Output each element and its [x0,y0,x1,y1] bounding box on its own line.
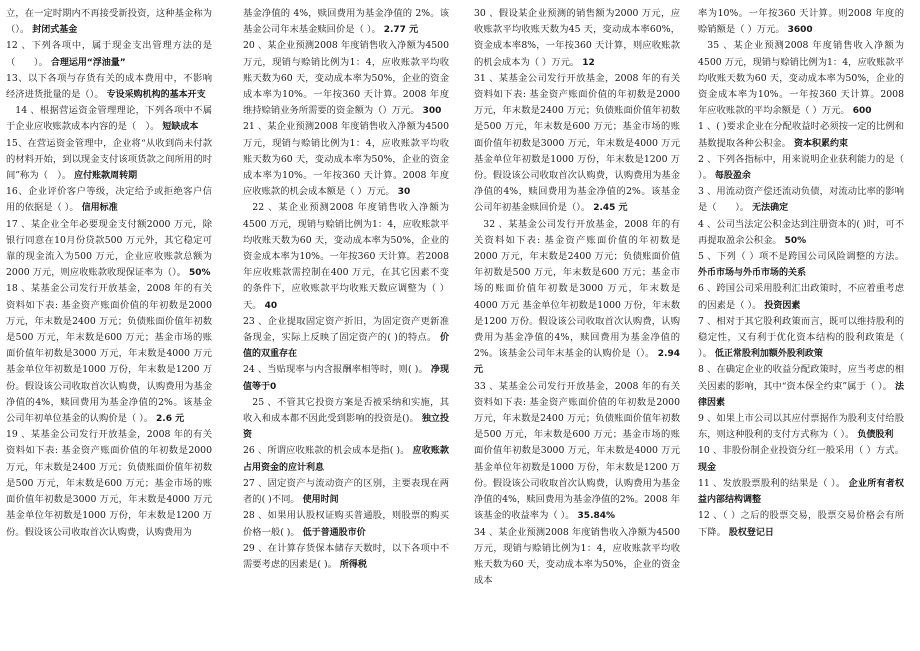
answer-text: 外币市场与外币市场的关系 [698,268,807,279]
answer-text: 30 [397,187,411,198]
question-text: 31 、某基金公司发行开放基金，2008 年的有关资料如下表: 基金资产账面价值的年初数是2000 万元，年末数是2400 万元；负债账面价值年初数是500 万元，年末数是600 万元；基金市场的账面价值年初数是3000 万元，年末数是4000 万元 基金单位年初数是1000 万份，年末数是1200 万份。假设该公司收取首次认购费，认购费用为基金净值的4%，赎回费用为基金净值的2%。该基金公司年初基金赎回价是（）。 [474,72,680,214]
answer-text: 资本积累约束 [793,138,848,149]
text-column-3 [474,6,680,648]
question-item [243,362,449,394]
question-text: 16、企业评价客户等级，决定给予或拒绝客户信用的依据是（ ）。 [6,186,212,214]
question-item [243,314,449,363]
answer-text: 2.77 元 [383,25,419,36]
answer-text: 12 [582,57,595,68]
question-item [243,119,449,200]
question-item [474,525,680,590]
answer-text: 封闭式基金 [32,25,78,36]
question-item [6,136,212,185]
answer-text: 600 [852,106,872,117]
answer-text: 无法确定 [752,203,789,214]
question-text: 12 、下列各项中，属于现金支出管理方法的是（ ）。 [6,40,212,68]
question-text: 17 、某企业全年必要现金支付额2000 万元，除银行同意在10月份贷款500 万元外，其它稳定可靠的现金流入为500 万元，企业应收账款总额为2000 万元，则应收账款收现保证率为（）。 [6,218,212,279]
question-text: 4 、公司当法定公积金达到注册资本的( )时，可不再提取盈余公积金。 [698,218,904,246]
text-column-1 [6,6,212,648]
answer-text: 应付账款周转期 [74,171,138,182]
question-item [474,217,680,379]
question-item [698,314,904,363]
question-text: 26 、所谓应收账款的机会成本是指( )。 [243,445,410,457]
answer-text: 股权登记日 [728,527,774,538]
question-text: 18 、某基金公司发行开放基金，2008 年的有关资料如下表: 基金资产账面价值的年初数是2000 万元，年末数是2400 万元；负债账面价值年初数是500 万元，年末数是600 万元；基金市场的账面价值年初数是3000 万元，年末数是4000 万元 基金单位年初数是1000 万份，年末数是1200 万份。假设该公司收取首次认购费，认购费用为基金净值的4%，赎回费用为基金净值的2%。该基金公司年初单位基金的认购价是（ ）。 [6,283,212,425]
answer-text: 35.84% [577,511,616,522]
question-item [698,6,904,38]
answer-text: 每股盈余 [714,171,751,182]
question-item [698,443,904,475]
question-item [6,281,212,427]
question-item [243,38,449,119]
question-item [243,476,449,508]
question-text: 7 、相对于其它股利政策而言，既可以维持股利的稳定性，又有利于优化资本结构的股利政策是（ ）。 [698,315,904,360]
question-text: 2 、下列各指标中，用来说明企业获利能力的是（ ）。 [698,153,904,182]
question-text: 19 、某基金公司发行开放基金，2008 年的有关资料如下表: 基金资产账面价值的年初数是2000 万元，年末数是2400 万元；负债账面价值年初数是500 万元，年末数是600 万元；基金市场的账面价值年初数是3000 万元，年末数是4000 万元 基金单位年初数是1000 万份，年末数是1200 万份。假设该公司收取首次认购费，认购费用为 [6,429,212,538]
question-text: 1 、( )要求企业在分配收益时必须按一定的比例和基数提取各种公积金。 [698,121,904,149]
answer-text: 应收账款占用资金的应计利息 [243,446,449,473]
question-item [243,508,449,540]
question-text: 14 、根据营运资金管理理论，下列各项中不属于企业应收账款成本内容的是（ ）。 [6,105,212,133]
question-item [6,184,212,216]
answer-text: 短缺成本 [162,122,199,133]
question-text: 10 、非股份制企业投资分红一般采用（ ）方式。 [698,445,904,457]
answer-text: 40 [264,300,278,311]
question-item [243,541,449,573]
answer-text: 低正常股利加额外股利政策 [714,349,823,360]
answer-text: 投资因素 [764,300,801,311]
answer-text: 企业所有者权益内部结构调整 [698,478,904,506]
question-item [6,71,212,103]
answer-text: 信用标准 [81,203,118,214]
answer-text: 2.45 元 [593,203,628,214]
question-text: 12 、（ ）之后的股票交易，股票交易价格会有所下降。 [698,510,904,538]
question-text: 29 、在计算存货保本储存天数时，以下各项中不需要考虑的因素是( )。 [243,542,449,570]
question-item [6,427,212,540]
question-item [698,184,904,216]
question-text: 27 、固定资产与流动资产的区别，主要表现在两者的( )不同。 [243,477,449,506]
question-text: 6 、跨国公司采用股利汇出政策时，不应着重考虑的因素是（ ）。 [698,283,904,311]
answer-text: 法律因素 [698,381,904,408]
question-item [6,6,212,38]
answer-text: 使用时间 [302,495,339,506]
answer-text: 净现值等于0 [243,365,449,392]
question-text: 5 、下列（ ）项不是跨国公司风险调整的方法。 [698,251,904,263]
question-text: 35 、某企业预测2008 年度销售收入净额为4500 万元，现销与赊销比例为1：4，应收账款平均收账天数为60 天，变动成本率为50%，企业的资金成本率为10%。一年按360 天计算。2008 年应收账款的平均余额是（ ）万元。 [698,40,904,117]
question-text: 3 、用流动资产偿还流动负债，对流动比率的影响是（ ）。 [698,186,904,214]
question-item [243,6,449,38]
question-item [698,508,904,540]
question-text: 23 、企业提取固定资产折旧，为固定资产更新准备现金，实际上反映了固定资产的( )的特点。 [243,315,449,344]
question-text: 33 、某基金公司发行开放基金，2008 年的有关资料如下表: 基金资产账面价值的年初数是2000 万元，年末数是2400 万元；负债账面价值年初数是500 万元，年末数是600 万元；基金市场的账面价值年初数是3000 万元，年末数是4000 万元 基金单位年初数是1000 万份，年末数是1200 万份。假设该公司收取首次认购费，认购费用为基金净值的4%，赎回费用为基金净值的2%。2008 年该基金的收益率为（ ）。 [474,380,680,522]
question-item [474,71,680,217]
text-column-2 [243,6,449,648]
question-item [6,103,212,135]
question-text: 22 、某企业预测2008 年度销售收入净额为4500 万元，现销与赊销比例为1：4，应收账款平均收账天数为60 天，变动成本率为50%，企业的资金成本率为10%。一年按360 天计算。若2008 年应收账款需控制在400 万元，在其它因素不变的条件下，应收账款平均收账天数应调整为（ ）天。 [243,202,449,311]
question-item [698,152,904,184]
answer-text: 合理运用“浮油量” [50,57,126,68]
question-text: 21 、某企业预测2008 年度销售收入净额为4500 万元，现销与赊销比例为1：4，应收账款平均收账天数为60 天，变动成本率为50%，企业的资金成本率为10%。一年按360 天计算。2008 年度应收账款的机会成本额是（ ）万元。 [243,121,449,198]
question-item [474,6,680,71]
question-item [6,217,212,282]
answer-text: 低于普通股市价 [302,527,366,538]
answer-text: 2.6 元 [156,414,185,425]
question-text: 32 、某基金公司发行开放基金，2008 年的有关资料如下表: 基金资产账面价值的年初数是2000 万元，年末数是2400 万元；负债账面价值年初数是500 万元，年末数是600 万元；基金市场的账面价值年初数是3000 万元，年末数是4000 万元 基金单位年初数是1000 万份，年末数是1200 万份。假设该公司收取首次认购费，认购费用为基金净值的4%，赎回费用为基金净值的2%。该基金公司年末基金的认购价是（）。 [474,218,680,360]
question-text: 24 、当贴现率与内含报酬率相等时，则( )。 [243,364,428,376]
question-text: 34 、某企业预测2008 年度销售收入净额为4500 万元，现销与赊销比例为1：4，应收账款平均收账天数为60 天，变动成本率为50%，企业的资金成本 [474,526,680,587]
answer-text: 50% [188,268,211,279]
answer-text: 2.94 元 [474,349,680,376]
answer-text: 现金 [698,462,717,473]
question-item [474,379,680,525]
answer-text: 专设采购机构的基本开支 [106,90,206,101]
question-item [698,38,904,119]
question-text: 立，在一定时期内不再接受新投资，这种基金称为（）。 [6,8,212,36]
question-item [698,217,904,249]
question-text: 基金净值的 4%，赎回费用为基金净值的 2%。该基金公司年末基金赎回价是（ ）。 [243,8,449,36]
question-text: 20 、某企业预测2008 年度销售收入净额为4500 万元，现销与赊销比例为1：4，应收账款平均收账天数为60 天，变动成本率为50%，企业的资金成本率为10%。一年按360 天计算。2008 年度维持赊销业务所需要的资金额为（）万元。 [243,40,449,117]
answer-text: 50% [784,235,807,246]
question-item [698,411,904,443]
question-text: 13、以下各项与存货有关的成本费用中，不影响经济进货批量的是（）。 [6,72,212,101]
answer-text: 300 [422,106,442,117]
question-text: 25 、不管其它投资方案是否被采纳和实施，其收入和成本都不因此受到影响的投资是()。 [243,396,449,425]
question-text: 9 、如果上市公司以其应付票据作为股利支付给股东，则这种股利的支付方式称为（ ）。 [698,413,904,441]
answer-text: 所得税 [339,559,367,570]
question-text: 率为10%。一年按360 天计算。则2008 年度的赊销额是（ ）万元。 [698,8,904,36]
question-item [698,476,904,508]
question-text: 30 、假设某企业预测的销售额为2000 万元，应收账款平均收账天数为45 天，变动成本率60%，资金成本率8%，一年按360 天计算，则应收账款的机会成本为（ ）万元。 [474,8,680,68]
question-item [243,395,449,444]
question-text: 15、在营运资金管理中，企业将“从收到尚未付款的材料开始，到以现金支付该项货款之间所用的时间”称为（ ）。 [6,137,212,182]
question-item [698,281,904,313]
question-item [6,38,212,70]
text-column-4 [698,6,904,648]
answer-text: 价值的双重存在 [243,333,449,360]
answer-text: 独立投资 [243,414,449,441]
question-item [698,119,904,151]
question-item [698,249,904,281]
answer-text: 负债股利 [857,430,894,441]
question-text: 11 、发放股票股利的结果是（ ）。 [698,477,846,489]
question-item [243,200,449,313]
question-item [243,443,449,475]
question-text: 8 、在确定企业的收益分配政策时，应当考虑的相关因素的影响，其中“资本保全约束”属于（ ）。 [698,364,904,392]
question-item [698,362,904,411]
question-text: 28 、如果用认股权证购买普通股，则股票的购买价格一般( )。 [243,510,449,538]
answer-text: 3600 [787,25,813,36]
